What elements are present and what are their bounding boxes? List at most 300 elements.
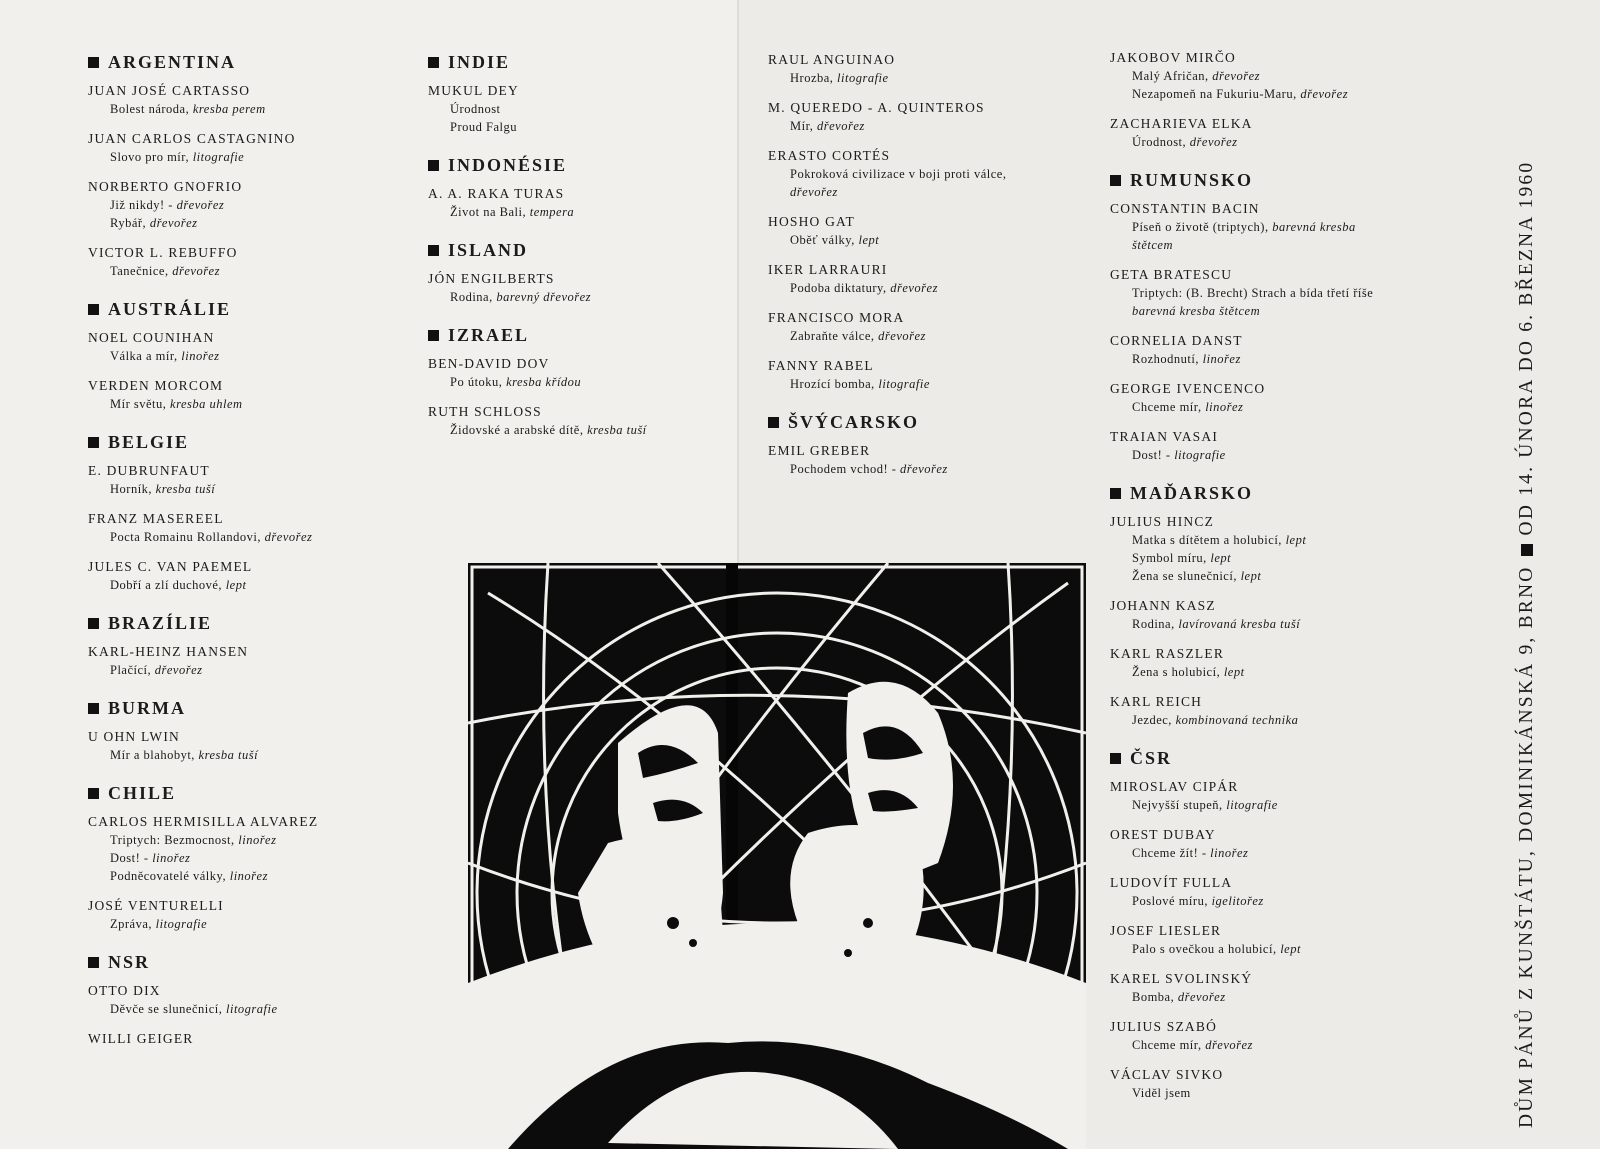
country-heading [88,952,418,973]
country-section [768,412,1098,477]
artwork-technique: linořez [1205,400,1244,414]
artwork-title: Horník, [110,482,153,496]
artist-name: VERDEN MORCOM [88,378,224,393]
exhibition-venue-dates [1516,161,1538,1128]
artwork-technique: barevný dřevořez [496,290,592,304]
artist-entry [88,463,418,497]
artist-name: FRANCISCO MORA [768,310,905,325]
country-heading [88,299,418,320]
artist-name: IKER LARRAURI [768,262,888,277]
artist-name: ERASTO CORTÉS [768,148,891,163]
artist-name: JULIUS HINCZ [1110,514,1215,529]
artist-entry [88,644,418,678]
artwork-title: Úrodnost [450,102,501,116]
artwork-technique: lept [1280,942,1301,956]
artist-entry [1110,875,1450,909]
artist-entry [1110,827,1450,861]
artwork-line [1132,798,1450,813]
artist-name: GETA BRATESCU [1110,267,1233,282]
country-heading [428,325,728,346]
artwork-title: Poslové míru, [1132,894,1208,908]
artist-name: JUAN JOSÉ CARTASSO [88,83,251,98]
artwork-line [110,216,418,231]
country-name: BURMA [108,698,186,718]
artist-entry [88,511,418,545]
artwork-line [1132,286,1450,301]
artwork-technique: dřevořez [1212,69,1260,83]
bullet-square-icon [88,437,99,448]
artist-name: CORNELIA DANST [1110,333,1243,348]
artwork-technique: dřevořez [1189,135,1238,149]
artwork-technique: litografie [1174,448,1226,462]
artwork-technique: lept [1210,551,1232,565]
country-name: RUMUNSKO [1130,170,1253,190]
artwork-line [110,482,418,497]
artist-entry [88,179,418,231]
artwork-title: Válka a mír, [110,349,178,363]
artwork-technique: igelitořez [1211,894,1264,908]
country-name: MAĎARSKO [1130,483,1253,503]
artist-name: HOSHO GAT [768,214,855,229]
artwork-line [1132,990,1450,1005]
country-section [428,155,728,220]
artwork-technique: kresba tuší [587,423,647,437]
artwork-technique: kombinovaná technika [1175,713,1299,727]
artwork-technique: kresba uhlem [170,397,243,411]
artwork-title: Malý Afričan, [1132,69,1209,83]
artwork-title: Rodina, [450,290,493,304]
artist-entry [768,52,1098,86]
artist-name: JULES C. VAN PAEMEL [88,559,253,574]
country-name: ARGENTINA [108,52,237,72]
artist-entry [1110,646,1450,680]
artwork-title: Rodina, [1132,617,1175,631]
artwork-technique: dřevořez [878,329,926,343]
artwork-technique: dřevořez [172,264,220,278]
artist-entry [88,83,418,117]
artwork-title: Úrodnost, [1132,135,1187,149]
artist-name: MIROSLAV CIPÁR [1110,779,1239,794]
artwork-line [110,748,418,763]
artwork-line [110,663,418,678]
artist-name: GEORGE IVENCENCO [1110,381,1266,396]
country-heading [88,52,418,73]
artist-name: JUAN CARLOS CASTAGNINO [88,131,296,146]
artwork-line [450,423,728,438]
country-name: CHILE [108,783,177,803]
country-section [768,52,1098,392]
artist-entry [1110,971,1450,1005]
artwork-line [1132,846,1450,861]
column-3 [768,52,1098,497]
bullet-square-icon [428,57,439,68]
country-section [428,52,728,135]
artist-entry [88,729,418,763]
artist-entry [768,148,1098,200]
artwork-technique: litografie [155,917,208,931]
artwork-technique: kresba tuší [155,482,216,496]
country-name: BELGIE [108,432,190,452]
artwork-title: Proud Falgu [450,120,517,134]
artist-entry [428,356,728,390]
artwork-technique: barevná kresba [1272,220,1356,234]
artist-name: EMIL GREBER [768,443,871,458]
artwork-line [110,198,418,213]
artwork-technique: litografie [837,71,889,85]
country-section [428,240,728,305]
artwork-technique: litografie [226,1002,278,1016]
artwork-technique: dřevořez [890,281,938,295]
artwork-title: Viděl jsem [1132,1086,1191,1100]
country-name: INDIE [448,52,511,72]
artwork-line [790,462,1098,477]
bullet-square-icon [88,957,99,968]
artist-name: FRANZ MASEREEL [88,511,224,526]
artwork-title: Žena se slunečnicí, [1132,569,1237,583]
artist-name: MUKUL DEY [428,83,519,98]
artist-name: KARL REICH [1110,694,1203,709]
country-name: ČSR [1130,748,1173,768]
artist-name: KAREL SVOLINSKÝ [1110,971,1253,986]
artist-entry [428,186,728,220]
artist-entry [1110,1019,1450,1053]
artist-name: FANNY RABEL [768,358,874,373]
country-heading [1110,483,1450,504]
artwork-line [110,102,418,117]
venue-text: DŮM PÁNŮ Z KUNŠTÁTU, DOMINIKÁNSKÁ 9, BRNO [1516,565,1537,1128]
artwork-title: Bolest národa, [110,102,190,116]
artist-entry [88,378,418,412]
dates-text: OD 14. ÚNORA DO 6. BŘEZNA 1960 [1516,160,1537,536]
country-section [88,432,418,593]
artwork-title: Oběť války, [790,233,855,247]
artwork-title: Děvče se slunečnicí, [110,1002,223,1016]
country-section [88,52,418,279]
artist-entry [768,262,1098,296]
artwork-technique: barevná kresba štětcem [1132,304,1261,318]
artwork-line [1132,87,1450,102]
artist-name: RAUL ANGUINAO [768,52,896,67]
country-section [88,783,418,932]
artist-entry [1110,923,1450,957]
artwork-line [110,397,418,412]
country-section [88,299,418,412]
artwork-line [110,150,418,165]
bullet-square-icon [1110,175,1121,186]
artwork-line [1132,69,1450,84]
artwork-line [790,377,1098,392]
artist-entry [1110,694,1450,728]
artwork-line [1132,238,1450,253]
country-section [1110,748,1450,1101]
artist-entry [768,443,1098,477]
artwork-line [450,102,728,117]
column-2 [428,52,728,458]
artist-entry [768,358,1098,392]
artist-entry [1110,429,1450,463]
artwork-line [790,329,1098,344]
artwork-line [1132,1038,1450,1053]
artwork-technique: litografie [192,150,245,164]
artwork-title: Hrozící bomba, [790,377,875,391]
artwork-line [110,917,418,932]
artist-entry [1110,50,1450,102]
artwork-technique: dřevořez [264,530,313,544]
artwork-title: Podoba diktatury, [790,281,887,295]
country-section [88,698,418,763]
artwork-title: Symbol míru, [1132,551,1207,565]
artwork-technique: tempera [529,205,575,219]
artist-name: KARL RASZLER [1110,646,1225,661]
artwork-title: Triptych: (B. Brecht) Strach a bída třetí říše [1132,286,1374,300]
artwork-line [110,264,418,279]
artwork-line [1132,352,1450,367]
artwork-technique: linořez [229,869,268,883]
bullet-square-icon [1110,753,1121,764]
artwork-title: Dobří a zlí duchové, [110,578,223,592]
artist-entry [1110,116,1450,150]
artwork-title: Žena s holubicí, [1132,665,1221,679]
artwork-line [450,205,728,220]
column-1 [88,52,418,1067]
artwork-technique: štětcem [1132,238,1173,252]
artwork-title: Pocta Romainu Rollandovi, [110,530,262,544]
country-section [1110,483,1450,728]
artwork-title: Židovské a arabské dítě, [450,423,584,437]
artist-name: CONSTANTIN BACIN [1110,201,1260,216]
artwork-technique: lavírovaná kresba tuší [1178,617,1301,631]
artwork-technique: linořez [1210,846,1249,860]
artwork-technique: kresba křídou [506,375,582,389]
artist-name: VICTOR L. REBUFFO [88,245,238,260]
country-heading [1110,170,1450,191]
artist-name: A. A. RAKA TURAS [428,186,565,201]
country-name: AUSTRÁLIE [108,299,232,319]
artist-name: JAKOBOV MIRČO [1110,50,1236,65]
artist-entry [428,404,728,438]
artwork-title: Pochodem vchod! - [790,462,897,476]
country-heading [88,698,418,719]
artwork-line [1132,665,1450,680]
artist-name: JULIUS SZABÓ [1110,1019,1218,1034]
artist-name: JOHANN KASZ [1110,598,1216,613]
artwork-technique: lept [1285,533,1307,547]
artist-name: JÓN ENGILBERTS [428,271,555,286]
artwork-title: Chceme mír, [1132,400,1202,414]
artist-entry [768,310,1098,344]
artwork-line [110,349,418,364]
country-heading [428,52,728,73]
artwork-line [1132,894,1450,909]
country-heading [768,412,1098,433]
artwork-line [790,281,1098,296]
country-section [1110,170,1450,463]
artwork-technique: dřevořez [1205,1038,1253,1052]
artwork-line [450,290,728,305]
artist-entry [1110,1067,1450,1101]
country-name: NSR [108,952,151,972]
country-name: INDONÉSIE [448,155,568,175]
artwork-line [1132,533,1450,548]
country-section [88,952,418,1047]
artist-entry [1110,267,1450,319]
artwork-technique: litografie [878,377,930,391]
artwork-line [790,167,1098,182]
bullet-square-icon [88,703,99,714]
bullet-square-icon [428,330,439,341]
artist-entry [1110,201,1450,253]
artwork-technique: dřevořez [176,198,225,212]
artwork-title: Rozhodnutí, [1132,352,1199,366]
bullet-square-icon [88,304,99,315]
country-section [1110,50,1450,150]
artist-name: LUDOVÍT FULLA [1110,875,1233,890]
column-4 [1110,50,1450,1121]
artwork-title: Hrozba, [790,71,834,85]
artwork-line [110,578,418,593]
artwork-line [110,851,418,866]
artwork-title: Matka s dítětem a holubicí, [1132,533,1282,547]
artwork-title: Život na Bali, [450,205,527,219]
artist-entry [88,814,418,884]
artwork-title: Píseň o životě (triptych), [1132,220,1269,234]
artist-name: BEN-DAVID DOV [428,356,550,371]
artwork-technique: litografie [1226,798,1278,812]
artist-entry [428,271,728,305]
artist-entry [88,1031,418,1047]
artwork-technique: lept [1223,665,1245,679]
artist-name: OTTO DIX [88,983,161,998]
artwork-line [1132,220,1450,235]
bullet-square-icon [1110,488,1121,499]
country-section [88,613,418,678]
artwork-technique: linořez [181,349,220,363]
country-name: BRAZÍLIE [108,613,213,633]
country-heading [88,783,418,804]
bullet-square-icon [428,245,439,256]
artwork-line [790,185,1098,200]
artwork-title: Po útoku, [450,375,503,389]
artwork-line [1132,135,1450,150]
artwork-title: Zpráva, [110,917,153,931]
artist-name: RUTH SCHLOSS [428,404,542,419]
artist-entry [88,559,418,593]
bullet-square-icon [88,618,99,629]
bullet-square-icon [428,160,439,171]
artwork-title: Triptych: Bezmocnost, [110,833,235,847]
artwork-technique: linořez [238,833,277,847]
artist-entry [1110,598,1450,632]
artwork-title: Chceme žít! - [1132,846,1207,860]
artist-entry [1110,333,1450,367]
artwork-technique: lept [225,578,247,592]
artwork-line [1132,304,1450,319]
separator-square-icon [1521,544,1533,556]
country-heading [88,613,418,634]
artwork-title: Plačící, [110,663,152,677]
artwork-technique: dřevořez [154,663,203,677]
artist-name: E. DUBRUNFAUT [88,463,210,478]
artist-name: KARL-HEINZ HANSEN [88,644,249,659]
country-name: IZRAEL [448,325,530,345]
artwork-line [1132,617,1450,632]
bullet-square-icon [88,788,99,799]
woodcut-hands-globe-illustration [468,563,1086,1149]
country-name: ŠVÝCARSKO [788,412,920,432]
artwork-title: Podněcovatelé války, [110,869,227,883]
artwork-title: Mír a blahobyt, [110,748,195,762]
artist-entry [428,83,728,135]
artist-name: JOSEF LIESLER [1110,923,1222,938]
artwork-title: Pokroková civilizace v boji proti válce, [790,167,1007,181]
artwork-line [790,119,1098,134]
artwork-line [110,530,418,545]
country-name: ISLAND [448,240,529,260]
artwork-technique: lept [858,233,880,247]
artwork-title: Již nikdy! - [110,198,173,212]
artwork-line [1132,713,1450,728]
artwork-title: Nejvyšší stupeň, [1132,798,1223,812]
artwork-line [1132,942,1450,957]
artwork-technique: kresba perem [192,102,266,116]
artwork-line [450,120,728,135]
artist-name: CARLOS HERMISILLA ALVAREZ [88,814,319,829]
artwork-technique: dřevořez [1177,990,1226,1004]
artist-entry [1110,514,1450,584]
artist-name: M. QUEREDO - A. QUINTEROS [768,100,985,115]
artwork-title: Nezapomeň na Fukuriu-Maru, [1132,87,1297,101]
artwork-title: Dost! - [110,851,149,865]
artwork-technique: lept [1240,569,1262,583]
artist-entry [88,245,418,279]
country-heading [88,432,418,453]
artwork-line [110,1002,418,1017]
artwork-technique: linořez [152,851,191,865]
artwork-technique: kresba tuší [198,748,259,762]
bullet-square-icon [88,57,99,68]
artwork-title: Tanečnice, [110,264,169,278]
artwork-line [110,833,418,848]
artwork-title: Bomba, [1132,990,1175,1004]
artwork-title: Slovo pro mír, [110,150,190,164]
artwork-technique: linořez [1202,352,1241,366]
artist-entry [88,898,418,932]
artwork-title: Jezdec, [1132,713,1172,727]
artist-name: NOEL COUNIHAN [88,330,215,345]
artwork-line [110,869,418,884]
artist-name: OREST DUBAY [1110,827,1216,842]
artwork-title: Palo s ovečkou a holubicí, [1132,942,1277,956]
artist-name: U OHN LWIN [88,729,180,744]
artwork-technique: dřevořez [1300,87,1349,101]
artwork-technique: dřevořez [900,462,948,476]
artist-entry [768,100,1098,134]
artist-entry [1110,779,1450,813]
artist-name: NORBERTO GNOFRIO [88,179,243,194]
artwork-line [1132,551,1450,566]
artist-name: WILLI GEIGER [88,1031,194,1046]
country-heading [428,155,728,176]
artwork-technique: dřevořez [817,119,865,133]
artwork-technique: dřevořez [149,216,198,230]
artwork-title: Mír, [790,119,814,133]
artist-name: TRAIAN VASAI [1110,429,1219,444]
country-heading [1110,748,1450,769]
artwork-title: Mír světu, [110,397,167,411]
artwork-line [1132,569,1450,584]
artist-entry [88,131,418,165]
artwork-line [790,233,1098,248]
